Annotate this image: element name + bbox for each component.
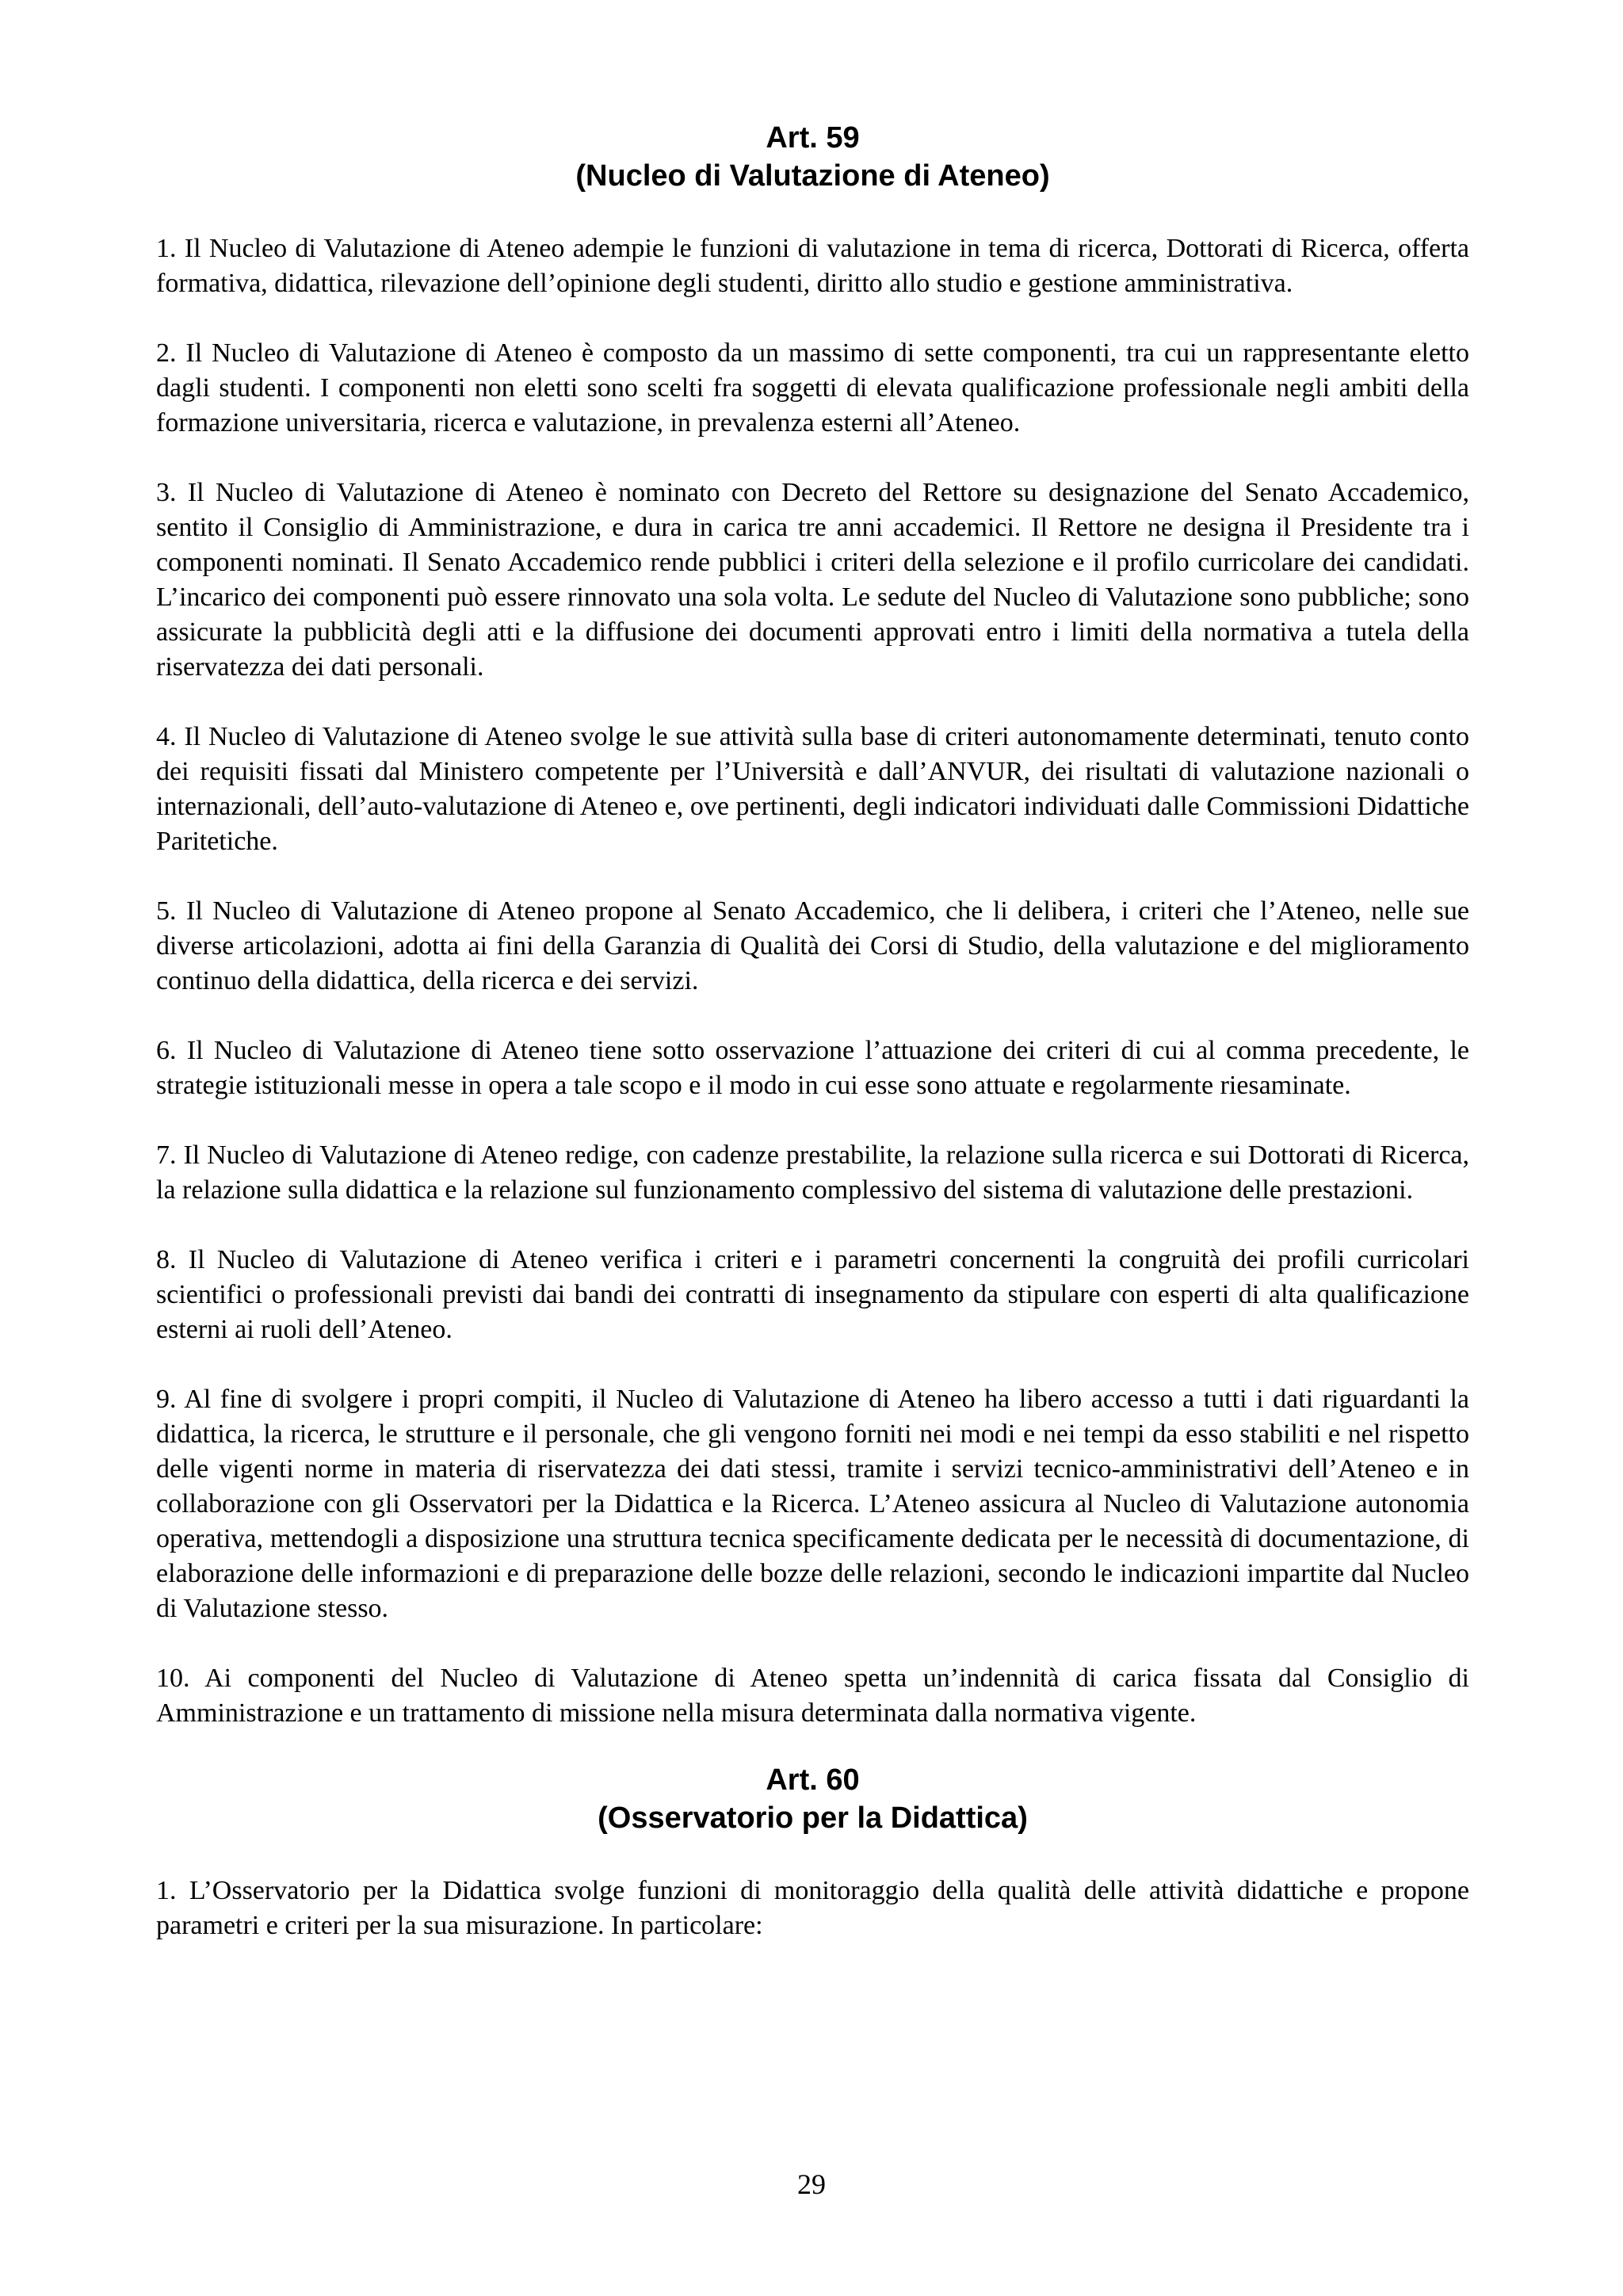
article-59-paragraph-2: 2. Il Nucleo di Valutazione di Ateneo è composto da un massimo di sette componenti, tra cui un rappresentante eletto dagli studenti. I componenti non eletti sono scelti fra soggetti di elevata qualificazione professionale negli ambiti della formazione universitaria, ricerca e valutazione, in prevalenza esterni all’Ateneo. [156, 338, 1469, 437]
article-59-title: (Nucleo di Valutazione di Ateneo) [575, 159, 1050, 193]
article-60-title: (Osservatorio per la Didattica) [598, 1801, 1028, 1835]
article-60-paragraph-1: 1. L’Osservatorio per la Didattica svolge funzioni di monitoraggio della qualità delle attività didattiche e propone parametri e criteri per la sua misurazione. In particolare: [156, 1876, 1469, 1940]
article-59-paragraph-8: 8. Il Nucleo di Valutazione di Ateneo verifica i criteri e i parametri concernenti la congruità dei profili curricolari scientifici o professionali previsti dai bandi dei contratti di insegnamento da stipulare con esperti di alta qualificazione esterni ai ruoli dell’Ateneo. [156, 1245, 1469, 1344]
article-60-heading [156, 1761, 1469, 1837]
article-59-paragraph-4: 4. Il Nucleo di Valutazione di Ateneo svolge le sue attività sulla base di criteri autonomamente determinati, tenuto conto dei requisiti fissati dal Ministero competente per l’Università e dall’ANVUR, dei risultati di valutazione nazionali o internazionali, dell’auto-valutazione di Ateneo e, ove pertinenti, degli indicatori individuati dalle Commissioni Didattiche Paritetiche. [156, 722, 1469, 856]
article-59-body [156, 231, 1469, 1731]
article-60-number: Art. 60 [766, 1763, 860, 1797]
article-59-heading [156, 119, 1469, 195]
page-number: 29 [797, 2168, 826, 2200]
article-59-paragraph-3: 3. Il Nucleo di Valutazione di Ateneo è nominato con Decreto del Rettore su designazione del Senato Accademico, sentito il Consiglio di Amministrazione, e dura in carica tre anni accademici. Il Rettore ne designa il Presidente tra i componenti nominati. Il Senato Accademico rende pubblici i criteri della selezione e il profilo curricolare dei candidati. L’incarico dei componenti può essere rinnovato una sola volta. Le sedute del Nucleo di Valutazione sono pubbliche; sono assicurate la pubblicità degli atti e la diffusione dei documenti approvati entro i limiti della normativa a tutela della riservatezza dei dati personali. [156, 478, 1469, 682]
article-59-paragraph-9: 9. Al fine di svolgere i propri compiti, il Nucleo di Valutazione di Ateneo ha libero accesso a tutti i dati riguardanti la didattica, la ricerca, le strutture e il personale, che gli vengono forniti nei modi e nei tempi da esso stabiliti e nel rispetto delle vigenti norme in materia di riservatezza dei dati stessi, tramite i servizi tecnico-amministrativi dell’Ateneo e in collaborazione con gli Osservatori per la Didattica e la Ricerca. L’Ateneo assicura al Nucleo di Valutazione autonomia operativa, mettendogli a disposizione una struttura tecnica specificamente dedicata per le necessità di documentazione, di elaborazione delle informazioni e di preparazione delle bozze delle relazioni, secondo le indicazioni impartite dal Nucleo di Valutazione stesso. [156, 1385, 1469, 1623]
article-59-paragraph-5: 5. Il Nucleo di Valutazione di Ateneo propone al Senato Accademico, che li delibera, i criteri che l’Ateneo, nelle sue diverse articolazioni, adotta ai fini della Garanzia di Qualità dei Corsi di Studio, della valutazione e del miglioramento continuo della didattica, della ricerca e dei servizi. [156, 896, 1469, 995]
article-59-paragraph-1: 1. Il Nucleo di Valutazione di Ateneo adempie le funzioni di valutazione in tema di ricerca, Dottorati di Ricerca, offerta formativa, didattica, rilevazione dell’opinione degli studenti, diritto allo studio e gestione amministrativa. [156, 234, 1469, 298]
article-59-paragraph-7: 7. Il Nucleo di Valutazione di Ateneo redige, con cadenze prestabilite, la relazione sulla ricerca e sui Dottorati di Ricerca, la relazione sulla didattica e la relazione sul funzionamento complessivo del sistema di valutazione delle prestazioni. [156, 1140, 1469, 1205]
article-59-paragraph-6: 6. Il Nucleo di Valutazione di Ateneo tiene sotto osservazione l’attuazione dei criteri di cui al comma precedente, le strategie istituzionali messe in opera a tale scopo e il modo in cui esse sono attuate e regolarmente riesaminate. [156, 1036, 1469, 1100]
article-59-paragraph-10: 10. Ai componenti del Nucleo di Valutazione di Ateneo spetta un’indennità di carica fissata dal Consiglio di Amministrazione e un trattamento di missione nella misura determinata dalla normativa vigente. [156, 1664, 1469, 1728]
article-59-number: Art. 59 [766, 121, 860, 155]
document-page [156, 119, 1469, 1943]
article-60-body [156, 1874, 1469, 1943]
